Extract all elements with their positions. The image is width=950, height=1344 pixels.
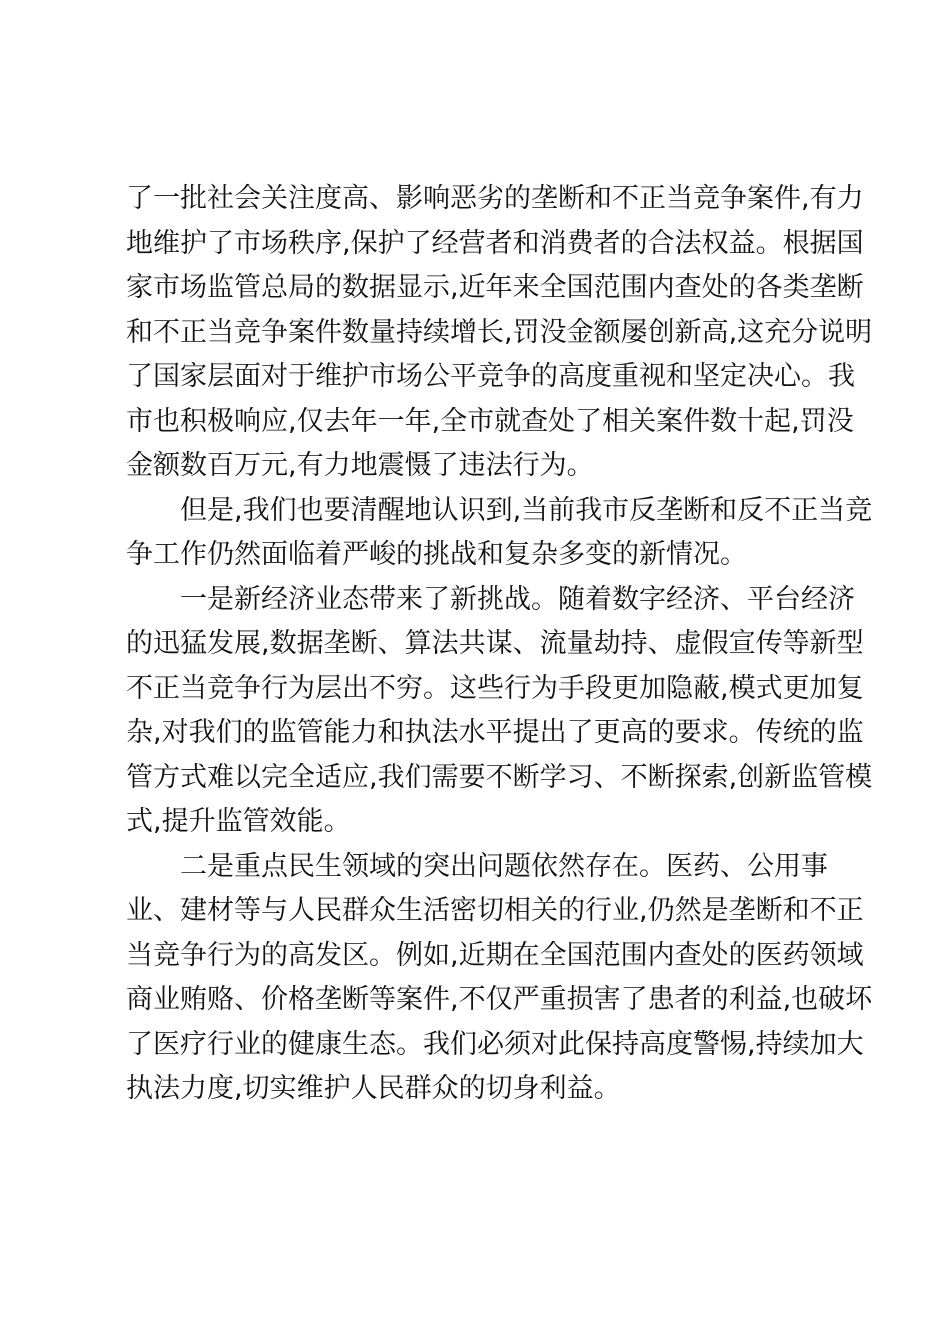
text-line: 争工作仍然面临着严峻的挑战和复杂多变的新情况。 [126, 539, 747, 570]
text-line: 和不正当竞争案件数量持续增长,罚没金额屡创新高,这充分说明 [126, 316, 873, 348]
text-line: 不正当竞争行为层出不穷。这些行为手段更加隐蔽,模式更加复 [126, 672, 864, 704]
body-text [126, 177, 873, 1112]
text-line: 金额数百万元,有力地震慑了违法行为。 [126, 450, 594, 481]
text-line: 了国家层面对于维护市场公平竞争的高度重视和坚定决心。我 [126, 361, 855, 392]
text-line: 商业贿赂、价格垄断等案件,不仅严重损害了患者的利益,也破坏 [126, 984, 873, 1015]
paragraph-start-line: 一是新经济业态带来了新挑战。随着数字经济、平台经济 [180, 583, 855, 615]
text-line: 了一批社会关注度高、影响恶劣的垄断和不正当竞争案件,有力 [126, 183, 864, 214]
text-line: 了医疗行业的健康生态。我们必须对此保持高度警惕,持续加大 [126, 1028, 864, 1060]
text-line: 的迅猛发展,数据垄断、算法共谋、流量劫持、虚假宣传等新型 [126, 628, 864, 659]
text-line: 业、建材等与人民群众生活密切相关的行业,仍然是垄断和不正 [126, 895, 864, 926]
paragraph-start-line: 但是,我们也要清醒地认识到,当前我市反垄断和反不正当竞 [180, 494, 873, 526]
text-line: 市也积极响应,仅去年一年,全市就查处了相关案件数十起,罚没 [126, 405, 854, 437]
paragraph-start-line: 二是重点民生领域的突出问题依然存在。医药、公用事 [180, 850, 828, 882]
text-line: 式,提升监管效能。 [126, 806, 351, 837]
text-line: 杂,对我们的监管能力和执法水平提出了更高的要求。传统的监 [126, 717, 864, 748]
text-line: 当竞争行为的高发区。例如,近期在全国范围内查处的医药领域 [126, 939, 864, 971]
text-line: 地维护了市场秩序,保护了经营者和消费者的合法权益。根据国 [126, 227, 864, 259]
text-line: 执法力度,切实维护人民群众的切身利益。 [126, 1073, 621, 1104]
text-line: 家市场监管总局的数据显示,近年来全国范围内查处的各类垄断 [126, 272, 864, 303]
text-line: 管方式难以完全适应,我们需要不断学习、不断探索,创新监管模 [126, 761, 873, 793]
